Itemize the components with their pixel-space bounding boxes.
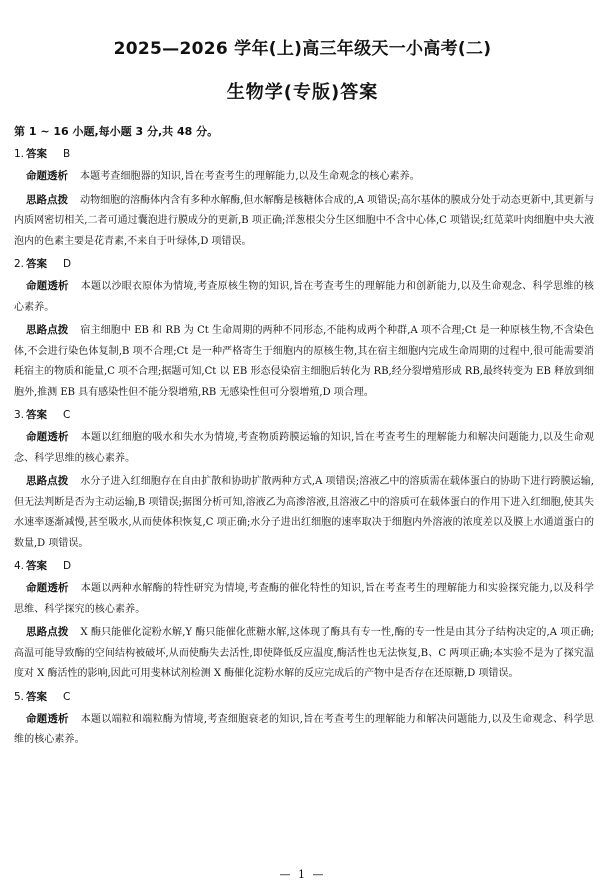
question-1: [14, 144, 594, 252]
analysis-label: 命题透析: [26, 280, 69, 292]
hint-text: X 酶只能催化淀粉水解,Y 酶只能催化蔗糖水解,这体现了酶具有专一性,酶的专一性是由其分子结构决定的,A 项正确;高温可能导致酶的空间结构被破坏,从而使酶失去活性,即使降低反应温度,酶活性也无法恢复,B、C 两项正确;本实验不是为了探究温度对 X 酶活性的影响,因此可用斐林试剂检测 X 酶催化淀粉水解的反应完成后的产物中是否存在还原糖,D 项错误。: [14, 627, 595, 679]
answer-line: [14, 144, 594, 164]
analysis-text: 本题以沙眼衣原体为情境,考查原核生物的知识,旨在考查考生的理解能力和创新能力,以及生命观念、科学思维的核心素养。: [14, 281, 594, 313]
answer-label: 答案: [26, 148, 48, 160]
answer-value: D: [63, 258, 72, 270]
hint-text: 宿主细胞中 EB 和 RB 为 Ct 生命周期的两种不同形态,不能构成两个种群,A 项不合理;Ct 是一种原核生物,不含染色体,不会进行染色体复制,B 项不合理;Ct 是一种严格寄生于细胞内的原核生物,其在宿主细胞内完成生命周期的过程中,很可能需要消耗宿主的物质和能量,C 项不合理;据题可知,Ct 以 EB 形态侵染宿主细胞后转化为 RB,经分裂增殖形成 RB,最终转变为 EB 释放到细胞外,推测 EB 具有感染性但不能分裂增殖,RB 无感染性但可分裂增殖,D 项合理。: [14, 325, 594, 398]
answer-line: [14, 405, 594, 425]
hint-label: 思路点拨: [26, 193, 69, 206]
question-5: [14, 687, 594, 751]
analysis-text: 本题考查细胞器的知识,旨在考查考生的理解能力,以及生命观念的核心素养。: [80, 171, 420, 182]
answer-line: [14, 687, 594, 707]
hint-label: 思路点拨: [26, 324, 69, 336]
analysis-paragraph: [14, 578, 594, 620]
analysis-text: 本题以红细胞的吸水和失水为情境,考查物质跨膜运输的知识,旨在考查考生的理解能力和解决问题能力,以及生命观念、科学思维的核心素养。: [14, 432, 594, 464]
exam-title: 2025—2026 学年(上)高三年级天一小高考(二): [113, 39, 492, 59]
answer-label: 答案: [26, 560, 48, 572]
hint-paragraph: [14, 190, 594, 253]
hint-text: 动物细胞的溶酶体内含有多种水解酶,但水解酶是核糖体合成的,A 项错误;高尔基体的膜成分处于动态更新中,其更新与内质网密切相关,二者可通过囊泡进行膜成分的更新,B 项正确;洋葱根尖分生区细胞中不含中心体,C 项错误;红苋菜叶肉细胞中央大液泡内的色素主要是花青素,不来自于叶绿体,D 项错误。: [14, 194, 595, 247]
hint-label: 思路点拨: [26, 475, 69, 487]
hint-paragraph: [14, 471, 594, 554]
section-intro: 第 1 ~ 16 小题,每小题 3 分,共 48 分。: [14, 125, 219, 138]
answer-value: C: [63, 690, 71, 703]
analysis-label: 命题透析: [26, 431, 69, 443]
answer-line: [14, 254, 594, 274]
answer-content: [14, 122, 594, 753]
answer-subtitle: 生物学(专版)答案: [226, 82, 379, 103]
question-2: [14, 254, 594, 403]
analysis-label: 命题透析: [26, 712, 69, 725]
answer-line: [14, 556, 594, 576]
analysis-paragraph: [14, 276, 594, 318]
question-number: 1.: [14, 148, 25, 160]
hint-paragraph: [14, 622, 594, 685]
answer-value: B: [63, 148, 71, 160]
question-3: [14, 405, 594, 554]
analysis-text: 本题以端粒和端粒酶为情境,考查细胞衰老的知识,旨在考查考生的理解能力和解决问题能力,以及生命观念、科学思维的核心素养。: [14, 713, 594, 745]
answer-label: 答案: [26, 409, 48, 421]
question-number: 3.: [14, 409, 25, 421]
answer-value: C: [63, 409, 71, 421]
analysis-paragraph: [14, 427, 594, 469]
analysis-text: 本题以两种水解酶的特性研究为情境,考查酶的催化特性的知识,旨在考查考生的理解能力和实验探究能力,以及科学思维、科学探究的核心素养。: [14, 583, 594, 615]
hint-paragraph: [14, 320, 594, 403]
question-number: 2.: [14, 258, 25, 270]
analysis-paragraph: [14, 709, 594, 751]
page-number: — 1 —: [279, 868, 326, 881]
analysis-label: 命题透析: [26, 582, 69, 594]
question-number: 4.: [14, 560, 25, 572]
answer-label: 答案: [26, 690, 48, 703]
analysis-label: 命题透析: [26, 170, 68, 182]
hint-text: 水分子进入红细胞存在自由扩散和协助扩散两种方式,A 项错误;溶液乙中的溶质需在载体蛋白的协助下进行跨膜运输,但无法判断是否为主动运输,B 项错误;据图分析可知,溶液乙为高渗溶液,且溶液乙中的溶质可在载体蛋白的作用下进入红细胞,使其失水速率逐渐减慢,甚至吸水,从而使体积恢复,C 项正确;水分子进出红细胞的速率取决于细胞内外溶液的浓度差以及膜上水通道蛋白的数量,D 项错误。: [14, 476, 594, 549]
answer-value: D: [63, 560, 72, 572]
hint-label: 思路点拨: [26, 626, 69, 638]
answer-label: 答案: [26, 258, 48, 270]
question-4: [14, 556, 594, 685]
question-number: 5.: [14, 690, 25, 703]
analysis-paragraph: [14, 166, 594, 188]
